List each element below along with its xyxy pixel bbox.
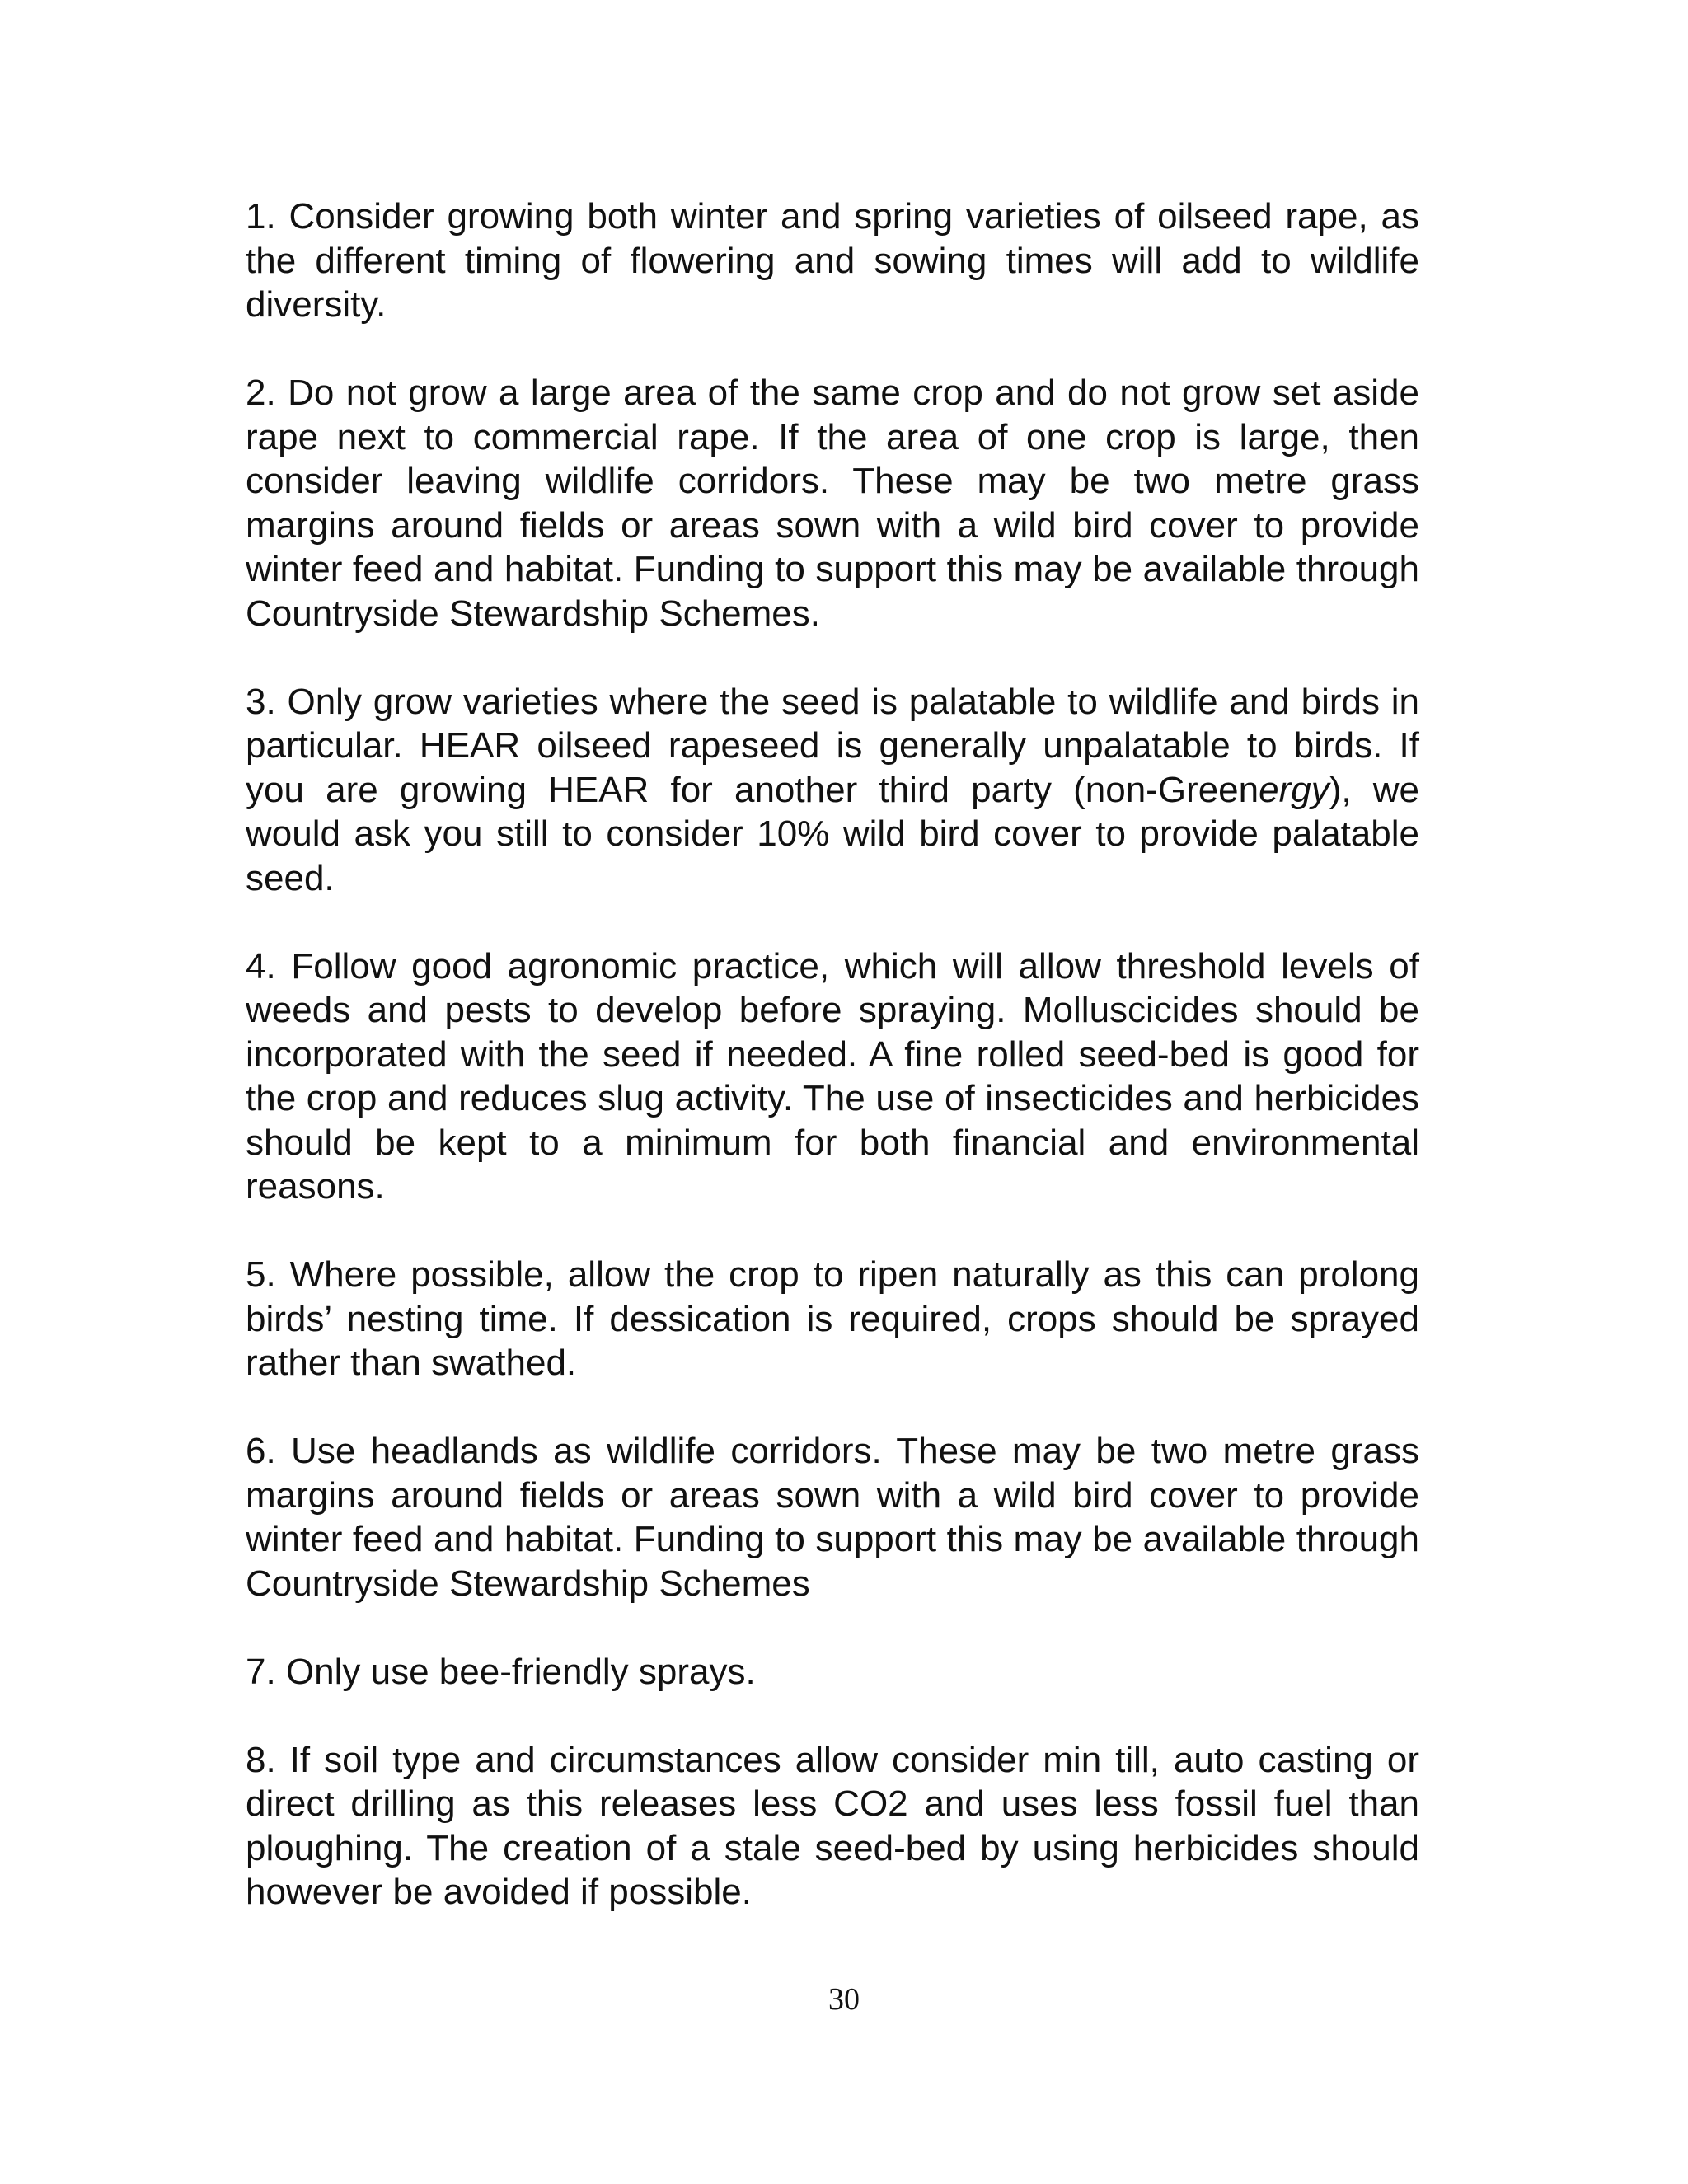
list-item-5: 5. Where possible, allow the crop to ripen naturally as this can prolong birds’ nesting time. If dessication is required, crops should be sprayed rather than swathed. [246,1254,1419,1383]
list-item-6: 6. Use headlands as wildlife corridors. These may be two metre grass margins around fields or areas sown with a wild bird cover to provide winter feed and habitat. Funding to support this may be available through Countryside Stewardship Schemes [246,1431,1419,1604]
list-item-2: 2. Do not grow a large area of the same crop and do not grow set aside rape next to commercial rape. If the area of one crop is large, then consider leaving wildlife corridors. These may be two metre grass margins around fields or areas sown with a wild bird cover to provide winter feed and habitat. Funding to support this may be available through Countryside Stewardship Schemes. [246,373,1419,634]
list-item-3 [246,680,1419,901]
document-body [246,194,1419,1915]
list-item-3-text-after: ), we would ask you still to consider 10% wild bird cover to provide palatable seed. [246,769,1419,898]
page-number: 30 [828,1982,860,2017]
list-item-7: 7. Only use bee-friendly sprays. [246,1651,756,1692]
list-item-3-text-before: 3. Only grow varieties where the seed is palatable to wildlife and birds in particular. HEAR oilseed rapeseed is generally unpalatable to birds. If you are growing HEAR for another third party (non-Green [246,681,1419,810]
list-item-8: 8. If soil type and circumstances allow consider min till, auto casting or direct drilling as this releases less CO2 and uses less fossil fuel than ploughing. The creation of a stale seed-bed by using herbicides should however be avoided if possible. [246,1739,1419,1912]
list-item-4: 4. Follow good agronomic practice, which will allow threshold levels of weeds and pests to develop before spraying. Molluscicides should be incorporated with the seed if needed. A fine rolled seed-bed is good for the crop and reduces slug activity. The use of insecticides and herbicides should be kept to a minimum for both financial and environmental reasons. [246,945,1419,1207]
list-item-3-italic-suffix: ergy [1259,769,1329,810]
list-item-1: 1. Consider growing both winter and spring varieties of oilseed rape, as the different timing of flowering and sowing times will add to wildlife diversity. [246,196,1419,325]
